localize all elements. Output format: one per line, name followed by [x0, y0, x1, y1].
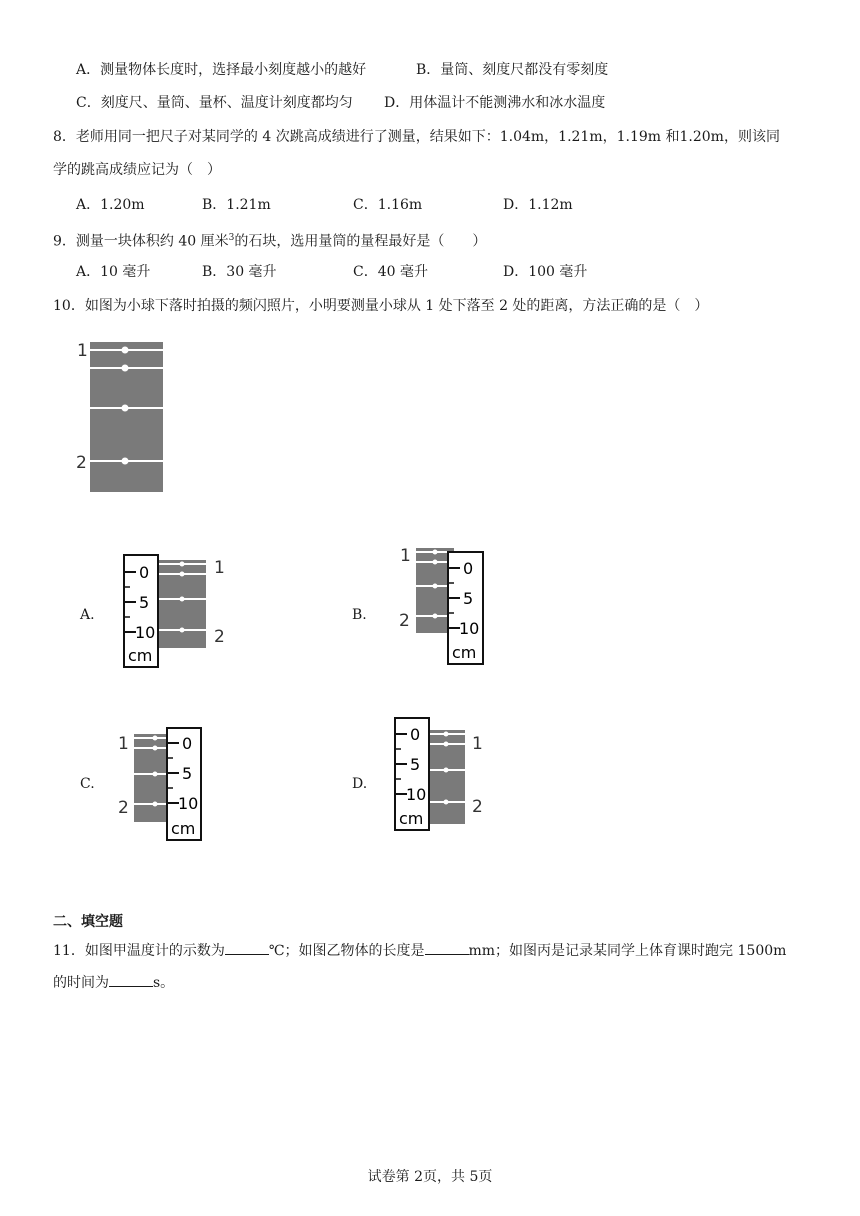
- ruler-label-0: 0: [139, 563, 150, 582]
- q7-option-b: B．量筒、刻度尺都没有零刻度: [416, 62, 609, 78]
- q10-option-d-label: D.: [352, 776, 368, 792]
- q8-option-d: D．1.12m: [503, 197, 573, 213]
- q11-part4: 的时间为: [53, 975, 109, 991]
- ruler-label-10: 10: [459, 619, 480, 638]
- ball-dot: [433, 614, 438, 619]
- ruler-unit-label: cm: [128, 646, 153, 665]
- answer-blank[interactable]: [225, 940, 269, 955]
- q11-stem-line1: [53, 940, 786, 961]
- ball-dot: [153, 736, 158, 741]
- ball-dot: [433, 560, 438, 565]
- ruler-label-0: 0: [182, 734, 193, 753]
- q10-option-c-label: C.: [80, 776, 95, 792]
- q10-option-d-figure: [388, 712, 498, 838]
- ball-dot: [433, 584, 438, 589]
- strobe-photo-background: [90, 342, 163, 492]
- answer-blank[interactable]: [425, 940, 469, 955]
- q10-option-c-figure: [112, 720, 212, 846]
- q11-part3: mm；如图丙是记录某同学上体育课时跑完 1500m: [468, 943, 787, 959]
- ball-dot: [153, 802, 158, 807]
- ball-dot: [180, 628, 185, 633]
- position-label-1: 1: [472, 734, 483, 754]
- q9-option-c: C．40 毫升: [353, 264, 428, 280]
- position-label-1: 1: [214, 558, 225, 578]
- ball-dot: [122, 365, 129, 372]
- ruler-label-5: 5: [182, 764, 193, 783]
- ruler-label-10: 10: [135, 623, 156, 642]
- ruler-label-5: 5: [139, 593, 150, 612]
- answer-blank[interactable]: [109, 972, 153, 987]
- position-label-1: 1: [118, 734, 129, 754]
- ball-dot: [444, 732, 449, 737]
- position-label-1: 1: [77, 341, 88, 361]
- ruler-label-10: 10: [406, 785, 427, 804]
- ball-dot: [444, 800, 449, 805]
- q11-part5: s。: [153, 975, 175, 991]
- ball-dot: [444, 742, 449, 747]
- q8-stem-line2: 学的跳高成绩应记为（ ）: [53, 162, 221, 178]
- q7-option-a: A．测量物体长度时，选择最小刻度越小的越好: [76, 62, 367, 78]
- ruler-label-5: 5: [463, 589, 474, 608]
- ball-dot: [433, 550, 438, 555]
- ball-dot: [122, 347, 129, 354]
- q9-stem: [53, 228, 486, 252]
- q9-option-d: D．100 毫升: [503, 264, 588, 280]
- position-label-2: 2: [118, 798, 129, 818]
- position-label-2: 2: [399, 611, 410, 631]
- position-label-2: 2: [76, 453, 87, 473]
- q11-part1: 11．如图甲温度计的示数为: [53, 943, 225, 959]
- ruler-label-0: 0: [463, 559, 474, 578]
- strobe-photo-figure: [70, 336, 170, 496]
- q11-stem-line2: [53, 972, 174, 993]
- ruler-label-10: 10: [178, 794, 199, 813]
- position-label-2: 2: [214, 627, 225, 647]
- position-label-1: 1: [400, 546, 411, 566]
- q10-option-a-label: A.: [80, 607, 95, 623]
- ball-dot: [153, 746, 158, 751]
- q9-option-b: B．30 毫升: [202, 264, 277, 280]
- q9-stem-superscript: 3: [228, 233, 235, 243]
- q8-stem-line1: 8．老师用同一把尺子对某同学的 4 次跳高成绩进行了测量，结果如下：1.04m，1.21m，1.19m 和1.20m，则该同: [53, 129, 780, 145]
- ball-dot: [180, 597, 185, 602]
- ball-dot: [122, 405, 129, 412]
- ruler-label-5: 5: [410, 755, 421, 774]
- q11-part2: ℃；如图乙物体的长度是: [268, 943, 425, 959]
- q8-option-b: B．1.21m: [202, 197, 271, 213]
- q8-option-c: C．1.16m: [353, 197, 423, 213]
- ball-dot: [180, 562, 185, 567]
- q7-option-d: D．用体温计不能测沸水和冰水温度: [384, 95, 606, 111]
- ruler-unit-label: cm: [399, 809, 424, 828]
- q9-stem-pre: 9．测量一块体积约 40 厘米: [53, 233, 229, 250]
- q10-option-a-figure: [110, 550, 240, 675]
- position-label-2: 2: [472, 797, 483, 817]
- q9-option-a: A．10 毫升: [76, 264, 151, 280]
- section-title-fill-in: 二、填空题: [53, 914, 123, 930]
- q9-stem-post: 的石块，选用量筒的量程最好是（ ）: [234, 233, 487, 250]
- q10-option-b-label: B.: [352, 607, 367, 623]
- q7-option-c: C．刻度尺、量筒、量杯、温度计刻度都均匀: [76, 95, 353, 111]
- ball-dot: [122, 458, 129, 465]
- ball-dot: [180, 572, 185, 577]
- q10-option-b-figure: [392, 540, 492, 670]
- ruler-label-0: 0: [410, 725, 421, 744]
- ball-dot: [444, 768, 449, 773]
- ball-dot: [153, 772, 158, 777]
- ruler-unit-label: cm: [171, 819, 196, 838]
- ruler-unit-label: cm: [452, 643, 477, 662]
- page-footer: 试卷第 2页，共 5页: [367, 1169, 493, 1185]
- q10-stem: 10．如图为小球下落时拍摄的频闪照片，小明要测量小球从 1 处下落至 2 处的距离，方法正确的是（ ）: [53, 298, 709, 314]
- q8-option-a: A．1.20m: [76, 197, 145, 213]
